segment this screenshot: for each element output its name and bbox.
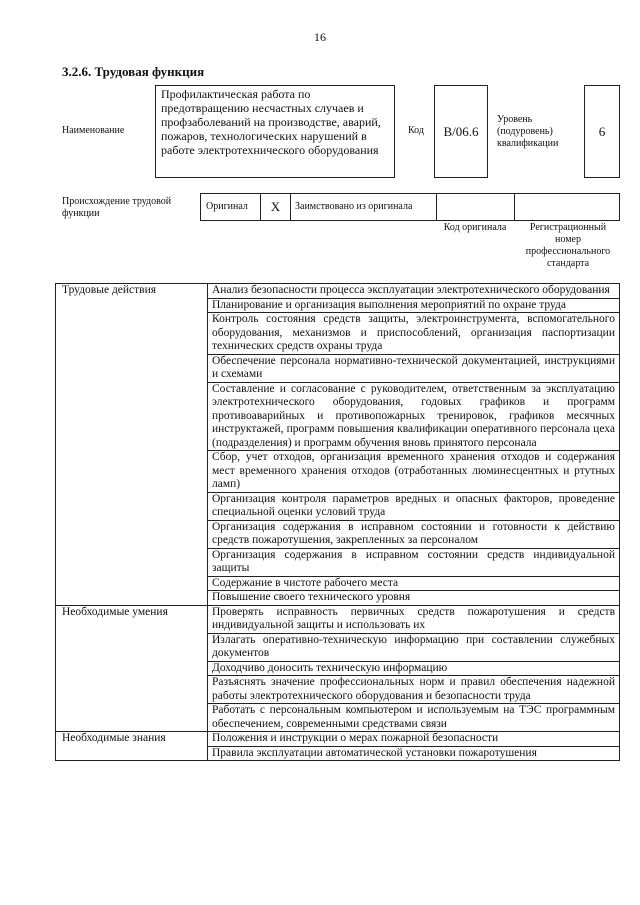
reg-number-cell <box>515 194 619 220</box>
page-number: 16 <box>314 30 326 44</box>
row-text: Организация содержания в исправном состоянии и готовности к действию средств пожаротушения, закрепленных за персоналом <box>208 520 620 548</box>
table-row <box>56 704 620 732</box>
table-row <box>56 633 620 661</box>
row-category: Трудовые действия <box>56 284 208 299</box>
table-row <box>56 313 620 355</box>
reg-caption: Регистрационный номер профессионального стандарта <box>525 222 611 269</box>
row-category: Необходимые знания <box>56 732 208 747</box>
row-category <box>56 591 208 606</box>
row-text: Повышение своего технического уровня <box>208 591 620 606</box>
row-category <box>56 676 208 704</box>
row-category <box>56 382 208 451</box>
table-row <box>56 732 620 747</box>
row-category <box>56 298 208 313</box>
row-text: Обеспечение персонала нормативно-технической документацией, инструкциями и схемами <box>208 354 620 382</box>
row-text: Положения и инструкции о мерах пожарной безопасности <box>208 732 620 747</box>
table-row <box>56 492 620 520</box>
row-category <box>56 661 208 676</box>
table-row <box>56 605 620 633</box>
table-row <box>56 661 620 676</box>
row-text: Проверять исправность первичных средств пожаротушения и средств индивидуальной защиты и использовать их <box>208 605 620 633</box>
level-value-box: 6 <box>584 85 620 178</box>
function-code-box: В/06.6 <box>434 85 488 178</box>
function-name-box: Профилактическая работа по предотвращению несчастных случаев и профзаболеваний на производстве, аварий, пожаров, технологических нарушений в работе электротехнического оборудования <box>155 85 395 178</box>
table-row <box>56 548 620 576</box>
row-text: Планирование и организация выполнения мероприятий по охране труда <box>208 298 620 313</box>
code-label: Код <box>408 125 424 136</box>
origin-label: Происхождение трудовой функции <box>62 196 172 219</box>
row-category <box>56 354 208 382</box>
row-text: Сбор, учет отходов, организация временного хранения отходов и содержания мест временного хранения отходов (отработанных люминесцентных и ртутных ламп) <box>208 451 620 493</box>
row-category <box>56 704 208 732</box>
row-text: Контроль состояния средств защиты, электроинструмента, вспомогательного оборудования, механизмов и приспособлений, организация паспортизации технических средств охраны труда <box>208 313 620 355</box>
table-row <box>56 354 620 382</box>
section-title: 3.2.6. Трудовая функция <box>62 64 205 79</box>
row-text: Содержание в чистоте рабочего места <box>208 576 620 591</box>
row-text: Составление и согласование с руководителем, ответственным за эксплуатацию электротехнического оборудования, годовых графиков и программ противоаварийных и противопожарных тренировок, графиков месячных инструктажей, программ повышения квалификации оперативного персонала цеха (подразделения) и программ обучения вновь принятого персонала <box>208 382 620 451</box>
name-label: Наименование <box>62 125 125 136</box>
row-category <box>56 548 208 576</box>
level-label: Уровень (подуровень) квалификации <box>497 114 559 149</box>
row-text: Доходчиво доносить техническую информацию <box>208 661 620 676</box>
row-category <box>56 492 208 520</box>
original-label: Оригинал <box>201 194 261 220</box>
row-category <box>56 633 208 661</box>
row-text: Излагать оперативно-техническую информацию при составлении служебных документов <box>208 633 620 661</box>
table-row <box>56 676 620 704</box>
row-text: Анализ безопасности процесса эксплуатации электротехнического оборудования <box>208 284 620 299</box>
borrowed-label: Заимствовано из оригинала <box>291 194 437 220</box>
table-row <box>56 746 620 761</box>
row-text: Организация контроля параметров вредных и опасных факторов, проведение специальной оценки условий труда <box>208 492 620 520</box>
origin-row <box>200 193 620 221</box>
row-text: Правила эксплуатации автоматической установки пожаротушения <box>208 746 620 761</box>
row-category <box>56 746 208 761</box>
table-row <box>56 451 620 493</box>
table-row <box>56 591 620 606</box>
row-category <box>56 576 208 591</box>
table-row <box>56 298 620 313</box>
labor-function-table <box>55 283 620 761</box>
original-mark: X <box>261 194 291 220</box>
row-category <box>56 451 208 493</box>
table-row <box>56 576 620 591</box>
origin-code-cell <box>437 194 515 220</box>
table-row <box>56 520 620 548</box>
row-text: Работать с персональным компьютером и используемым на ТЭС программным обеспечением, современными средствами связи <box>208 704 620 732</box>
row-category <box>56 313 208 355</box>
row-text: Разъяснять значение профессиональных норм и правил обеспечения надежной работы электротехнического оборудования и безопасности труда <box>208 676 620 704</box>
row-text: Организация содержания в исправном состоянии средств индивидуальной защиты <box>208 548 620 576</box>
row-category <box>56 520 208 548</box>
table-row <box>56 284 620 299</box>
table-row <box>56 382 620 451</box>
code-caption: Код оригинала <box>443 222 507 233</box>
row-category: Необходимые умения <box>56 605 208 633</box>
